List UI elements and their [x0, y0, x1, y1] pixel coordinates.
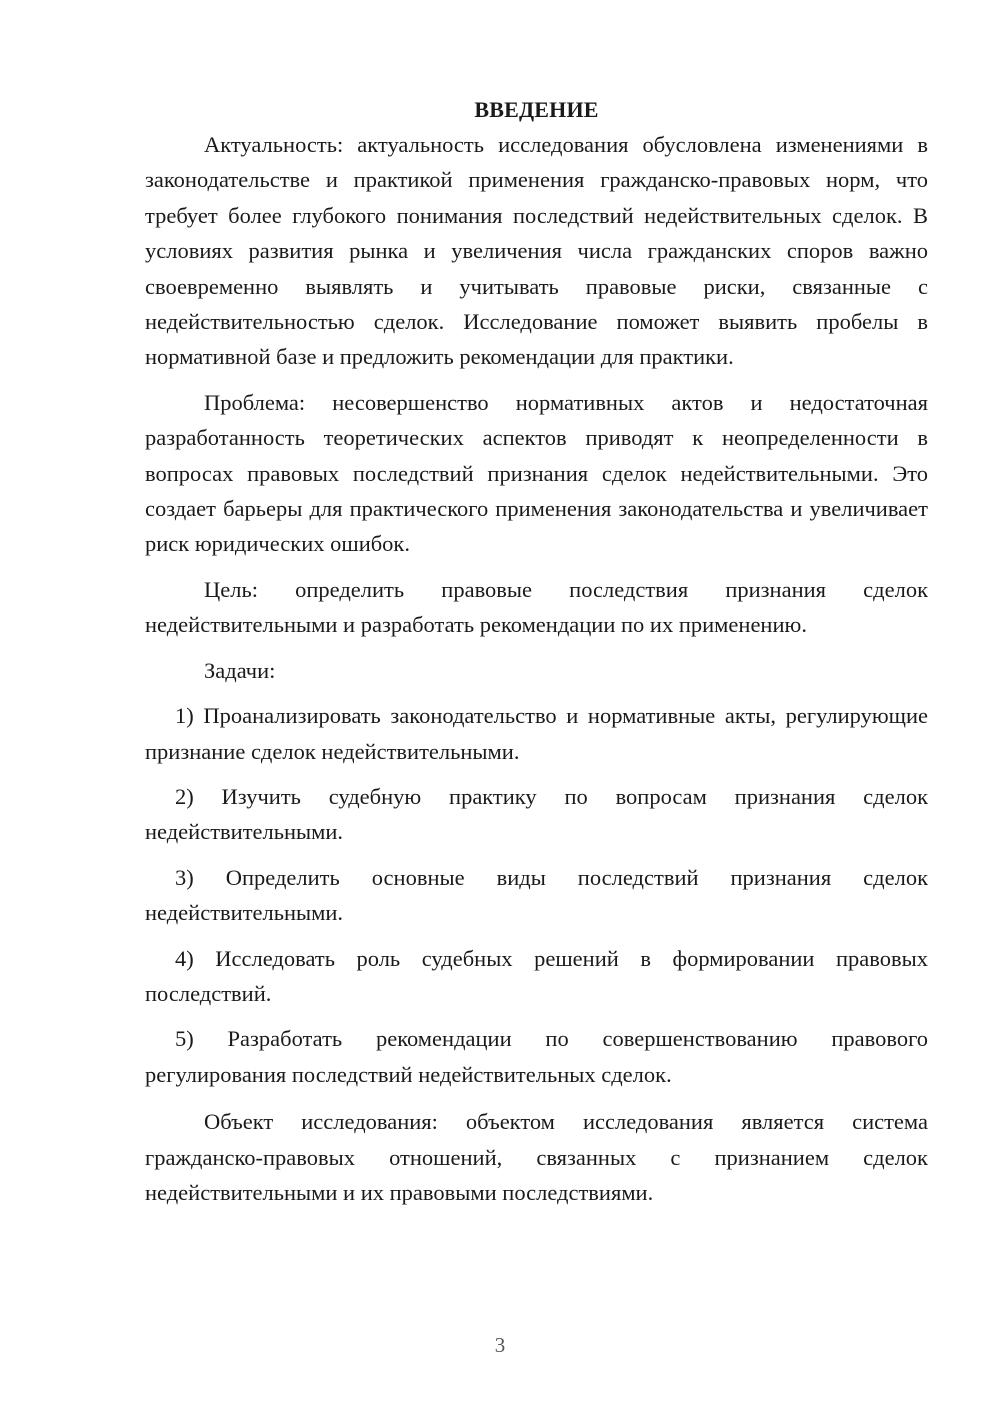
paragraph-object: Объект исследования: объектом исследования является система гражданско-правовых отношений, связанных с признанием сделок недействительными и их правовыми последствиями. — [145, 1109, 928, 1205]
task-item-1: 1) Проанализировать законодательство и нормативные акты, регулирующие признание сделок недействительными. — [145, 703, 928, 764]
task-item-4: 4) Исследовать роль судебных решений в формировании правовых последствий. — [145, 945, 928, 1006]
page-number: 3 — [494, 1333, 506, 1357]
document-page — [145, 92, 928, 1210]
paragraph-relevance: Актуальность: актуальность исследования обусловлена изменениями в законодательстве и практикой применения гражданско-правовых норм, что требует более глубокого понимания последствий недействительных сделок. В условиях развития рынка и увеличения числа гражданских споров важно своевременно выявлять и учитывать правовые риски, связанные с недействительностью сделок. Исследование поможет выявить пробелы в нормативной базе и предложить рекомендации для практики. — [145, 132, 928, 370]
paragraph-problem: Проблема: несовершенство нормативных актов и недостаточная разработанность теоретических аспектов приводят к неопределенности в вопросах правовых последствий признания сделок недействительными. Это создает барьеры для практического применения законодательства и увеличивает риск юридических ошибок. — [145, 389, 928, 557]
paragraph-goal: Цель: определить правовые последствия признания сделок недействительными и разработать рекомендации по их применению. — [145, 576, 928, 638]
task-item-2: 2) Изучить судебную практику по вопросам признания сделок недействительными. — [145, 783, 928, 845]
tasks-heading: Задачи: — [204, 657, 276, 683]
task-item-3: 3) Определить основные виды последствий признания сделок недействительными. — [145, 864, 928, 926]
page-title: ВВЕДЕНИЕ — [474, 97, 599, 122]
task-item-5: 5) Разработать рекомендации по совершенствованию правового регулирования последствий недействительных сделок. — [145, 1026, 928, 1087]
